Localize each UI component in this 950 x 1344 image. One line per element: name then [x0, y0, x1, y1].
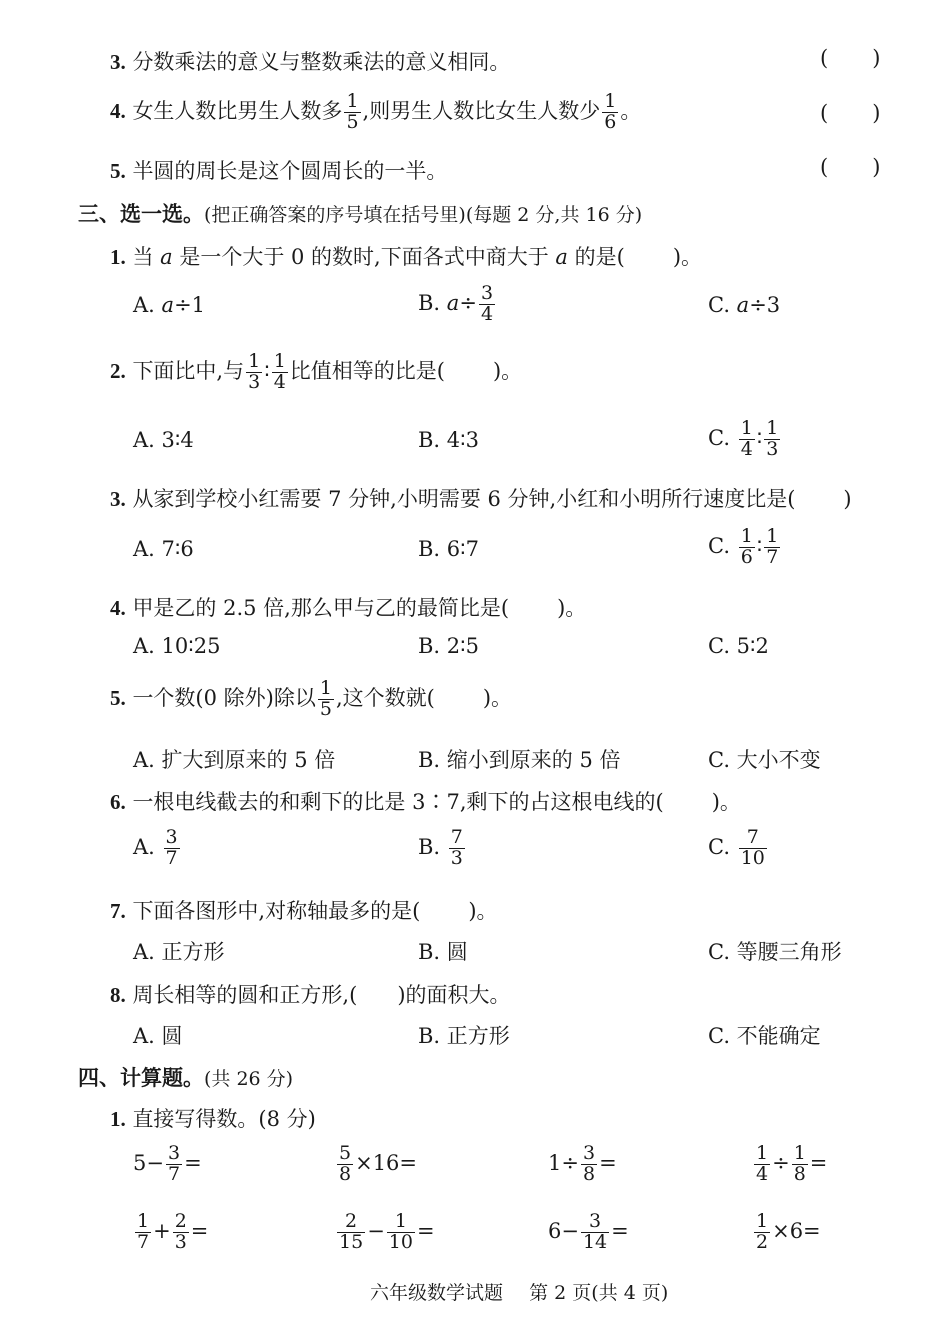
- option-label: C.: [708, 834, 730, 859]
- question-text: )。: [557, 596, 587, 620]
- option-c[interactable]: [708, 527, 782, 568]
- operator: −: [367, 1218, 385, 1243]
- fraction: [602, 92, 618, 133]
- numerator: 2: [174, 1210, 187, 1232]
- question-text: 女生人数比男生人数多: [132, 98, 343, 123]
- option-label: C.: [708, 293, 737, 317]
- question-number: 7.: [110, 899, 126, 923]
- section-heading: [78, 1062, 293, 1092]
- option-b[interactable]: B. 6∶7: [418, 537, 479, 561]
- question-number: 1.: [110, 1107, 126, 1131]
- expr-text: =: [416, 1218, 435, 1243]
- footer-subject: 六年级数学试题: [370, 1282, 504, 1304]
- denominator: 3: [248, 370, 261, 393]
- question-text: 甲是乙的 2.5 倍,那么甲与乙的最简比是(: [132, 596, 510, 620]
- fraction: [449, 828, 465, 869]
- question-text: 一根电线截去的和剩下的比是 3∶7,剩下的占这根电线的(: [132, 790, 664, 814]
- question-text: 下面比中,与: [132, 358, 245, 383]
- numerator: 1: [319, 677, 332, 699]
- question-text: ): [843, 487, 852, 511]
- numerator: 7: [746, 826, 759, 848]
- choice-q6: [110, 786, 741, 816]
- denominator: 8: [339, 1162, 352, 1185]
- paren-close: ): [872, 101, 881, 125]
- question-text: )。: [711, 790, 741, 814]
- question-number: 3.: [110, 50, 126, 74]
- denominator: 14: [582, 1230, 608, 1253]
- expr-text: 5−: [133, 1150, 164, 1175]
- denominator: 5: [319, 697, 332, 720]
- numerator: 2: [345, 1210, 358, 1232]
- option-c[interactable]: C. 不能确定: [708, 1024, 821, 1048]
- section-note: (把正确答案的序号填在括号里)(每题 2 分,共 16 分): [204, 204, 643, 226]
- question-text: 从家到学校小红需要 7 分钟,小明需要 6 分钟,小红和小明所行速度比是(: [132, 487, 796, 511]
- calc-item[interactable]: [335, 1212, 435, 1253]
- denominator: 3: [174, 1230, 187, 1253]
- option-b[interactable]: B. 2∶5: [418, 634, 479, 658]
- expr-text: ×6=: [772, 1218, 821, 1243]
- question-number: 1.: [110, 245, 126, 269]
- denominator: 4: [480, 302, 494, 325]
- option-c[interactable]: C. 5∶2: [708, 634, 769, 658]
- option-b[interactable]: B. 圆: [418, 940, 468, 964]
- denominator: 2: [756, 1230, 769, 1253]
- ratio-colon: ∶: [756, 533, 763, 558]
- question-text: ,则男生人数比女生人数少: [362, 98, 601, 123]
- fraction: [166, 1144, 182, 1185]
- variable: a: [160, 245, 173, 269]
- fraction: [337, 1212, 365, 1253]
- fraction: [739, 527, 755, 568]
- choice-q1: [110, 241, 702, 271]
- fraction: [164, 828, 180, 869]
- option-b[interactable]: B. 正方形: [418, 1024, 510, 1048]
- fraction: [581, 1144, 597, 1185]
- question-number: 5.: [110, 685, 126, 710]
- numerator: 1: [137, 1210, 150, 1232]
- question-number: 4.: [110, 596, 126, 620]
- option-label: A.: [133, 834, 155, 859]
- question-text: 半圆的周长是这个圆周长的一半。: [132, 159, 448, 183]
- fraction: [337, 1144, 353, 1185]
- calc-item[interactable]: [133, 1212, 208, 1253]
- question-text: 周长相等的圆和正方形,(: [132, 983, 358, 1007]
- question-text: )。: [492, 358, 523, 383]
- option-text: ÷1: [174, 293, 206, 317]
- option-a[interactable]: [133, 293, 205, 317]
- section-note: (共 26 分): [204, 1068, 294, 1090]
- question-number: 8.: [110, 983, 126, 1007]
- numerator: 1: [766, 417, 779, 439]
- question-number: 2.: [110, 358, 126, 383]
- choice-q5: [110, 679, 512, 720]
- denominator: 10: [740, 846, 765, 869]
- question-text: 的是(: [567, 245, 625, 269]
- denominator: 5: [346, 110, 359, 133]
- numerator: 3: [582, 1142, 596, 1164]
- fraction: [754, 1144, 770, 1185]
- option-a[interactable]: A. 扩大到原来的 5 倍: [133, 748, 336, 772]
- option-text: ÷: [459, 290, 477, 315]
- numerator: 1: [740, 417, 753, 439]
- expr-text: =: [599, 1150, 617, 1175]
- calc-item[interactable]: [752, 1144, 827, 1185]
- option-label: A.: [133, 293, 162, 317]
- question-text: )。: [468, 899, 498, 923]
- denominator: 4: [756, 1162, 769, 1185]
- question-text: )的面积大。: [397, 983, 511, 1007]
- question-text: 下面各图形中,对称轴最多的是(: [132, 899, 421, 923]
- option-label: B.: [418, 290, 447, 315]
- denominator: 3: [766, 437, 779, 460]
- numerator: 1: [604, 90, 617, 112]
- option-a[interactable]: A. 10∶25: [133, 634, 221, 658]
- question-text: 是一个大于 0 的数时,下面各式中商大于: [172, 245, 556, 269]
- fraction: [344, 92, 360, 133]
- option-b[interactable]: B. 缩小到原来的 5 倍: [418, 748, 621, 772]
- numerator: 1: [793, 1142, 806, 1164]
- operator: ÷: [772, 1150, 790, 1175]
- choice-q7: [110, 895, 498, 925]
- choice-q3: [110, 483, 852, 513]
- variable: a: [446, 290, 460, 315]
- question-text: 一个数(0 除外)除以: [132, 685, 316, 710]
- paren-open: (: [820, 101, 829, 125]
- denominator: 3: [450, 846, 463, 869]
- fraction: [792, 1144, 808, 1185]
- denominator: 7: [766, 545, 779, 568]
- numerator: 7: [450, 826, 463, 848]
- choice-q8: [110, 979, 511, 1009]
- numerator: 3: [167, 1142, 181, 1164]
- paren-close: ): [872, 155, 881, 179]
- paren-close: ): [872, 46, 881, 70]
- fraction: [246, 352, 262, 393]
- fraction: [387, 1212, 415, 1253]
- question-text: 直接写得数。(8 分): [132, 1107, 316, 1131]
- question-number: 5.: [110, 159, 126, 183]
- question-text: 比值相等的比是(: [289, 358, 445, 383]
- question-number: 3.: [110, 487, 126, 511]
- numerator: 1: [766, 525, 779, 547]
- fraction: [135, 1212, 151, 1253]
- question-text: 分数乘法的意义与整数乘法的意义相同。: [132, 50, 511, 74]
- section-heading: [78, 198, 642, 228]
- choice-q2: [110, 352, 522, 393]
- option-text: ÷3: [749, 293, 781, 317]
- answer-paren[interactable]: [820, 101, 880, 125]
- fraction: [173, 1212, 189, 1253]
- option-c[interactable]: C. 大小不变: [708, 748, 821, 772]
- fraction: [754, 1212, 770, 1253]
- option-a[interactable]: A. 3∶4: [133, 428, 194, 452]
- fraction: [764, 527, 780, 568]
- fraction: [739, 419, 755, 460]
- calc-item[interactable]: [548, 1212, 629, 1253]
- numerator: 5: [339, 1142, 352, 1164]
- expr-text: ×16=: [355, 1150, 418, 1175]
- calc-item[interactable]: [548, 1144, 617, 1185]
- option-b[interactable]: B. 4∶3: [418, 428, 479, 452]
- option-c[interactable]: C. 等腰三角形: [708, 940, 842, 964]
- numerator: 1: [248, 350, 261, 372]
- denominator: 8: [793, 1162, 806, 1185]
- denominator: 7: [137, 1230, 150, 1253]
- judge-q5: [110, 155, 447, 185]
- fraction: [318, 679, 334, 720]
- option-b[interactable]: [418, 284, 497, 325]
- expr-text: =: [809, 1150, 828, 1175]
- fraction: [272, 352, 288, 393]
- option-c[interactable]: [708, 419, 782, 460]
- answer-paren[interactable]: [820, 46, 880, 70]
- denominator: 10: [388, 1230, 413, 1253]
- denominator: 6: [740, 545, 753, 568]
- fraction: [479, 284, 495, 325]
- numerator: 1: [756, 1142, 769, 1164]
- variable: a: [736, 293, 750, 317]
- numerator: 1: [346, 90, 359, 112]
- numerator: 3: [480, 282, 494, 304]
- expr-text: 6−: [548, 1218, 579, 1243]
- ratio-colon: ∶: [756, 425, 763, 450]
- question-text: )。: [482, 685, 513, 710]
- option-label: B.: [418, 834, 441, 859]
- answer-paren[interactable]: [820, 155, 880, 179]
- calc-item[interactable]: [133, 1144, 202, 1185]
- numerator: 1: [273, 350, 286, 372]
- option-label: C.: [708, 533, 730, 558]
- question-text: ,这个数就(: [335, 685, 435, 710]
- denominator: 8: [582, 1162, 596, 1185]
- question-text: 当: [132, 245, 161, 269]
- option-a[interactable]: A. 圆: [133, 1024, 183, 1048]
- numerator: 3: [165, 826, 178, 848]
- question-number: 6.: [110, 790, 126, 814]
- option-a[interactable]: A. 7∶6: [133, 537, 194, 561]
- denominator: 15: [339, 1230, 364, 1253]
- option-b[interactable]: [418, 828, 467, 869]
- fraction: [764, 419, 780, 460]
- expr-text: =: [184, 1150, 202, 1175]
- page-footer: [370, 1278, 668, 1305]
- judge-q3: [110, 46, 510, 76]
- footer-page-number: 第 2 页(共 4 页): [529, 1282, 669, 1304]
- option-c[interactable]: [708, 828, 769, 869]
- operator: +: [153, 1218, 171, 1243]
- expr-text: 1÷: [548, 1150, 579, 1175]
- calc-item[interactable]: [335, 1144, 417, 1185]
- option-label: C.: [708, 425, 730, 450]
- question-number: 4.: [110, 98, 126, 123]
- numerator: 3: [589, 1210, 602, 1232]
- numerator: 1: [756, 1210, 769, 1232]
- numerator: 1: [394, 1210, 407, 1232]
- ratio-colon: ∶: [264, 358, 270, 383]
- paren-open: (: [820, 155, 829, 179]
- variable: a: [555, 245, 568, 269]
- denominator: 7: [167, 1162, 181, 1185]
- fraction: [739, 828, 767, 869]
- fraction: [581, 1212, 609, 1253]
- denominator: 7: [165, 846, 178, 869]
- question-text: 。: [620, 98, 642, 123]
- expr-text: =: [611, 1218, 629, 1243]
- expr-text: =: [190, 1218, 209, 1243]
- calc-q1: [110, 1103, 316, 1133]
- paren-open: (: [820, 46, 829, 70]
- variable: a: [161, 293, 175, 317]
- denominator: 4: [740, 437, 753, 460]
- section-title: 三、选一选。: [78, 201, 204, 226]
- option-a[interactable]: A. 正方形: [133, 940, 225, 964]
- option-a[interactable]: [133, 828, 182, 869]
- denominator: 6: [604, 110, 617, 133]
- calc-item[interactable]: [752, 1212, 821, 1253]
- denominator: 4: [273, 370, 286, 393]
- numerator: 1: [740, 525, 753, 547]
- question-text: )。: [672, 245, 703, 269]
- section-title: 四、计算题。: [78, 1065, 204, 1090]
- option-c[interactable]: [708, 293, 780, 317]
- choice-q4: [110, 592, 586, 622]
- judge-q4: [110, 92, 641, 133]
